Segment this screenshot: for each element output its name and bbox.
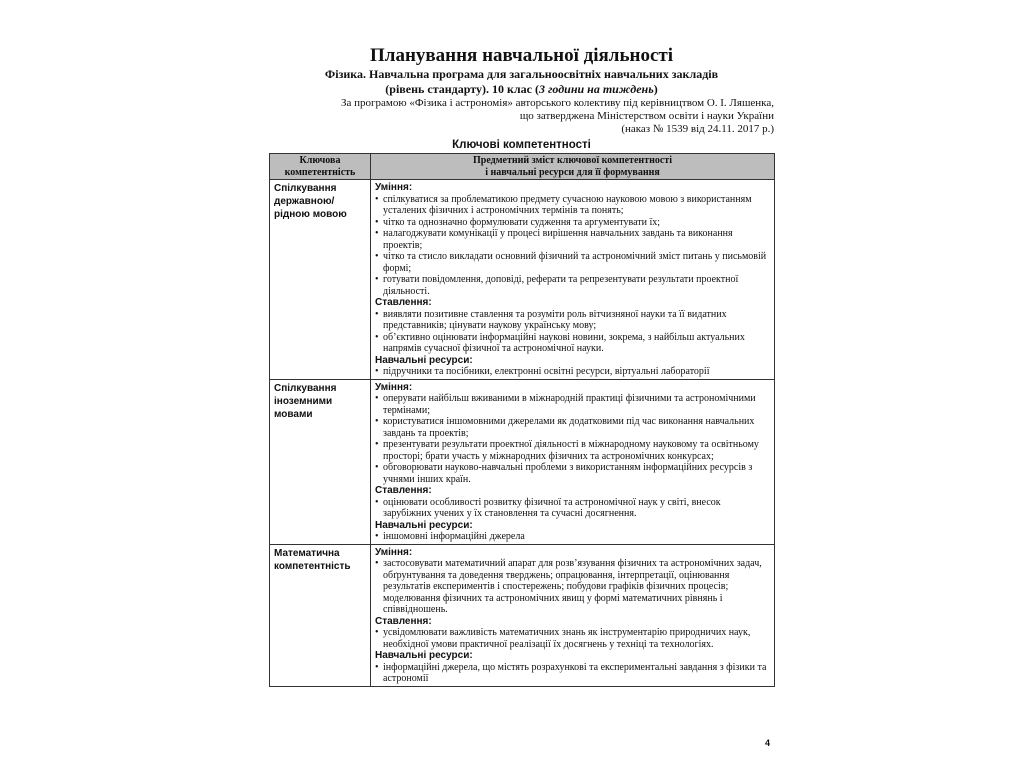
column-header-competence: Ключова компетентність xyxy=(270,154,371,180)
program-note-line-2: що затверджена Міністерством освіти і науки України xyxy=(519,110,774,122)
section-list xyxy=(375,497,770,520)
section-list xyxy=(375,309,770,355)
subtitle-line-2-main: (рівень стандарту). 10 клас ( xyxy=(385,82,539,96)
subtitle-line-2 xyxy=(269,82,774,97)
document-page xyxy=(269,44,774,687)
list-item xyxy=(375,366,770,378)
bullet-icon: • xyxy=(375,216,379,228)
list-item-text: налагоджувати комунікації у процесі вирішення навчальних завдань та виконання проектів; xyxy=(383,228,733,251)
list-item xyxy=(375,662,770,685)
bullet-icon: • xyxy=(375,251,379,262)
list-item-text: інформаційні джерела, що містять розрахункові та експериментальні завдання з фізики та астрономії xyxy=(383,661,767,684)
bullet-icon: • xyxy=(375,531,379,542)
bullet-icon: • xyxy=(375,308,379,320)
bullet-icon: • xyxy=(375,331,379,343)
section-heading: Ставлення: xyxy=(375,615,432,627)
section-list xyxy=(375,627,770,650)
table-row xyxy=(270,180,775,380)
section-heading: Навчальні ресурси: xyxy=(375,519,473,531)
list-item-text: застосовувати математичний апарат для розв’язування фізичних та астрономічних задач, обґрунтування та доведення тверджень; опрацювання, інтерпретації, оцінювання результатів експериментів і спостережень; побудови графіків фізичних процесів; моделювання фізичних та астрономічних явищ у формі математичних рівнянь і співвідношень. xyxy=(383,558,762,615)
competence-content xyxy=(371,379,775,544)
list-item-text: спілкуватися за проблематикою предмету сучасною науковою мовою з використанням усталених фізичних і астрономічних термінів та понять; xyxy=(383,193,752,216)
table-caption: Ключові компетентності xyxy=(452,139,591,151)
list-item-text: чітко та однозначно формулювати судження та аргументувати їх; xyxy=(383,216,661,228)
list-item-text: користуватися іншомовними джерелами як додатковими під час виконання навчальних завдань та проектів; xyxy=(383,416,755,439)
subtitle-line-2-hours: 3 години на тиждень xyxy=(538,82,654,96)
list-item xyxy=(375,332,770,355)
list-item-text: презентувати результати проектної діяльності в міжнародному науковому та освітньому просторі; брати участь у міжнародних фізичних та астрономічних конкурсах; xyxy=(383,439,759,462)
column-header-content xyxy=(371,154,775,180)
section-heading: Уміння: xyxy=(375,381,413,393)
section-heading: Уміння: xyxy=(375,182,413,193)
program-note xyxy=(269,97,774,136)
competence-name: Спілкування іноземними мовами xyxy=(270,379,371,544)
list-item xyxy=(375,194,770,217)
table-body xyxy=(270,180,775,687)
competence-content xyxy=(371,544,775,686)
bullet-icon: • xyxy=(375,366,379,377)
section-heading: Ставлення: xyxy=(375,485,432,496)
section-heading: Ставлення: xyxy=(375,297,432,308)
list-item xyxy=(375,393,770,416)
page-title: Планування навчальної діяльності xyxy=(370,45,673,66)
section-heading: Уміння: xyxy=(375,546,413,558)
section-list xyxy=(375,393,770,485)
bullet-icon: • xyxy=(375,393,379,404)
competence-table xyxy=(269,153,775,687)
bullet-icon: • xyxy=(375,416,379,427)
column-header-content-line-2: і навчальні ресурси для її формування xyxy=(485,166,660,178)
list-item-text: обговорювати науково-навчальні проблеми з використанням інформаційних ресурсів з учнями інших країн. xyxy=(383,462,753,485)
list-item-text: оцінювати особливості розвитку фізичної та астрономічної наук у світі, внесок зарубіжних учених у їх становлення та сучасні досягнення. xyxy=(383,496,721,519)
section-list xyxy=(375,366,770,378)
section-list xyxy=(375,194,770,298)
program-subtitle xyxy=(269,67,774,97)
list-item xyxy=(375,228,770,251)
list-item xyxy=(375,274,770,297)
bullet-icon: • xyxy=(375,627,379,638)
list-item xyxy=(375,497,770,520)
competence-name: Спілкування державною/ рідною мовою xyxy=(270,180,371,380)
section-list xyxy=(375,558,770,616)
subtitle-line-1: Фізика. Навчальна програма для загальноосвітніх навчальних закладів xyxy=(324,67,719,81)
bullet-icon: • xyxy=(375,496,379,508)
program-note-line-3: (наказ № 1539 від 24.11. 2017 р.) xyxy=(621,123,774,135)
bullet-icon: • xyxy=(375,558,379,569)
list-item-text: об’єктивно оцінювати інформаційні наукові новини, зокрема, з найбільш актуальних напрямів сучасної фізичної та астрономічної науки. xyxy=(383,331,745,354)
list-item xyxy=(375,439,770,462)
column-header-content-line-1: Предметний зміст ключової компетентності xyxy=(473,155,672,166)
list-item xyxy=(375,309,770,332)
list-item xyxy=(375,627,770,650)
subtitle-line-2-end: ) xyxy=(653,82,658,96)
page-number: 4 xyxy=(765,738,771,748)
section-heading: Навчальні ресурси: xyxy=(375,354,473,366)
list-item-text: оперувати найбільш вживаними в міжнародній практиці фізичними та астрономічними термінами; xyxy=(383,393,756,416)
list-item-text: усвідомлювати важливість математичних знань як інструментарію природничих наук, необхідної умови практичної реалізації їх досягнень у техніці та технологіях. xyxy=(383,627,751,650)
bullet-icon: • xyxy=(375,462,379,473)
competence-name: Математична компетентність xyxy=(270,544,371,686)
list-item-text: готувати повідомлення, доповіді, реферати та репрезентувати результати проектної діяльності. xyxy=(383,274,739,297)
list-item xyxy=(375,462,770,485)
section-list xyxy=(375,531,770,543)
list-item xyxy=(375,251,770,274)
table-row xyxy=(270,379,775,544)
list-item-text: іншомовні інформаційні джерела xyxy=(383,531,525,542)
section-heading: Навчальні ресурси: xyxy=(375,650,473,661)
list-item xyxy=(375,217,770,229)
list-item xyxy=(375,531,770,543)
bullet-icon: • xyxy=(375,274,379,285)
bullet-icon: • xyxy=(375,228,379,239)
list-item-text: чітко та стисло викладати основний фізичний та астрономічний зміст питань у письмовій формі; xyxy=(383,251,767,274)
section-list xyxy=(375,662,770,685)
table-row xyxy=(270,544,775,686)
program-note-line-1: За програмою «Фізика і астрономія» авторського колективу під керівництвом О. І. Ляшенка, xyxy=(340,97,774,109)
table-header-row xyxy=(270,154,775,180)
list-item-text: підручники та посібники, електронні освітні ресурси, віртуальні лабораторії xyxy=(383,366,710,377)
list-item xyxy=(375,558,770,616)
bullet-icon: • xyxy=(375,439,379,450)
list-item xyxy=(375,416,770,439)
competence-content xyxy=(371,180,775,380)
bullet-icon: • xyxy=(375,193,379,205)
bullet-icon: • xyxy=(375,661,379,673)
list-item-text: виявляти позитивне ставлення та розуміти роль вітчизняної науки та її видатних представників; цінувати наукову українську мову; xyxy=(383,308,727,331)
